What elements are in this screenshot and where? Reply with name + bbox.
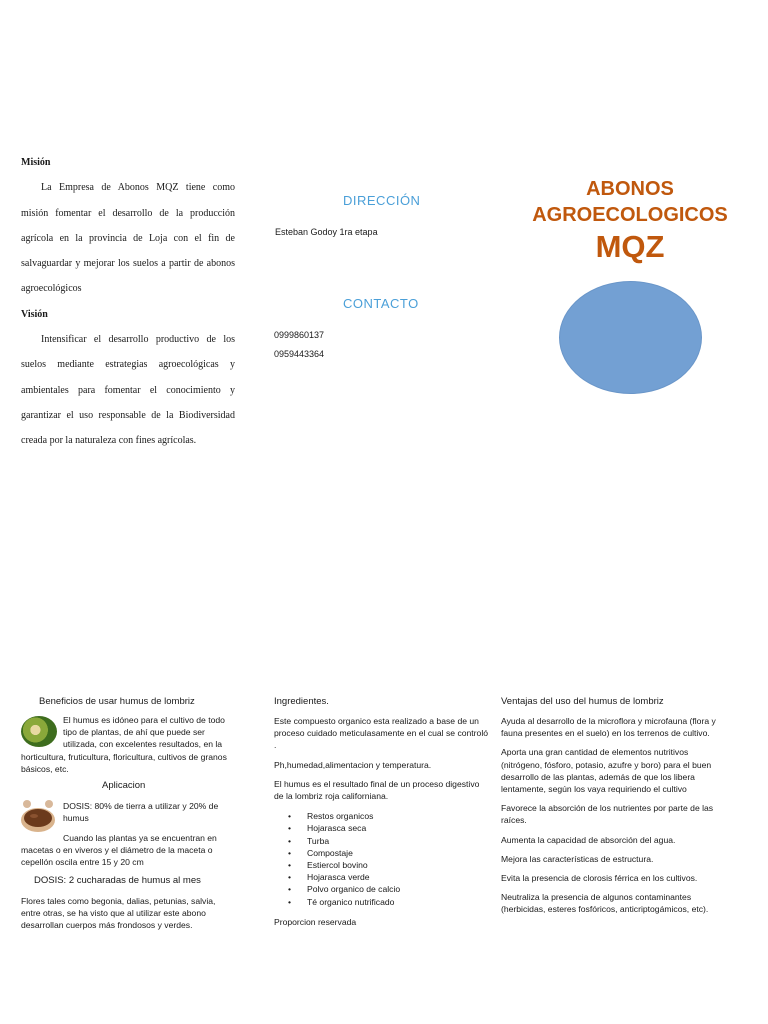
vision-heading: Visión	[21, 308, 48, 320]
advantage-item: Ayuda al desarrollo de la microflora y microfauna (flora y fauna presentes en el suelo) en los terrenos de cultivo.	[501, 716, 716, 739]
ingredients-heading: Ingredientes.	[274, 696, 329, 707]
ingredients-column	[274, 696, 488, 928]
list-item: • Compostaje	[274, 847, 488, 859]
phone-1: 0999860137	[274, 330, 325, 340]
flowers-text: Flores tales como begonia, dalias, petunias, salvia, entre otras, se ha visto que al utilizar este abono desarrollan cuerpos más frondosos y verdes.	[21, 896, 216, 931]
advantage-item: Evita la presencia de clorosis férrica en los cultivos.	[501, 873, 698, 884]
benefits-heading: Beneficios de usar humus de lombriz	[39, 696, 195, 707]
mission-heading: Misión	[21, 157, 51, 168]
ingredients-p3: El humus es el resultado final de un proceso digestivo de la lombriz roja californiana.	[274, 778, 480, 802]
benefits-intro: El humus es idóneo para el cultivo de todo tipo de plantas, de ahí que puede ser utilizada, con excelentes resultados, en la horticultura, fruticultura, floricultura, cultivos de granos básicos, etc.	[21, 715, 227, 774]
ingredients-p2: Ph,humedad,alimentacion y temperatura.	[274, 759, 432, 770]
ingredients-p1: Este compuesto organico esta realizado a base de un proceso cuidado meticulasamente en el cual se controló .	[274, 716, 489, 751]
list-item: • Hojarasca verde	[274, 871, 488, 883]
brand-line-2: AGROECOLOGICOS	[532, 204, 728, 226]
list-item: • Turba	[274, 835, 488, 847]
brand-title	[505, 176, 755, 265]
list-item: • Té organico nutrificado	[274, 896, 488, 908]
contact-heading: CONTACTO	[343, 296, 419, 311]
humus-pot-icon	[19, 798, 57, 834]
ingredients-list	[274, 810, 488, 908]
application-heading: Aplicacion	[102, 780, 146, 791]
advantages-column	[501, 696, 717, 923]
list-item: • Polvo organico de calcio	[274, 883, 488, 895]
list-item: • Hojarasca seca	[274, 822, 488, 834]
mission-vision-column	[21, 150, 235, 454]
advantage-item: Favorece la absorción de los nutrientes por parte de las raíces.	[501, 803, 714, 826]
list-item: • Estiercol bovino	[274, 859, 488, 871]
address-heading: DIRECCIÓN	[343, 193, 421, 208]
brand-line-1: ABONOS	[586, 178, 674, 200]
vision-text: Intensificar el desarrollo productivo de los suelos mediante estrategias agroecológicas y ambientales para fomentar el conocimiento y garantizar el uso responsable de la Biodiversidad creada por la naturaleza con fines agrícolas.	[21, 334, 235, 447]
logo-oval	[559, 281, 702, 394]
advantages-heading: Ventajas del uso del humus de lombriz	[501, 696, 664, 707]
advantage-item: Mejora las características de estructura.	[501, 853, 654, 864]
dosis-1: DOSIS: 80% de tierra a utilizar y 20% de humus	[63, 801, 219, 824]
advantage-item: Aporta una gran cantidad de elementos nutritivos (nitrógeno, fósforo, potasio, azufre y boro) para el buen desarrollo de las plantas, además de que los libera lentamente, según los vaya requiriendo el cultivo	[501, 747, 712, 795]
phone-2: 0959443364	[274, 349, 325, 359]
ingredients-footer: Proporcion reservada	[274, 916, 357, 927]
brand-line-3: MQZ	[595, 229, 665, 264]
pots-text: Cuando las plantas ya se encuentran en macetas o en viveros y el diámetro de la maceta o cepellón oscila entre 15 y 20 cm	[21, 833, 217, 868]
address-text: Esteban Godoy 1ra etapa	[275, 227, 378, 237]
advantage-item: Aumenta la capacidad de absorción del agua.	[501, 834, 676, 845]
list-item: • Restos organicos	[274, 810, 488, 822]
mission-text: La Empresa de Abonos MQZ tiene como misión fomentar el desarrollo de la producción agrícola en la provincia de Loja con el fin de salvaguardar y mejorar los suelos a partir de abonos agroecológicos	[21, 182, 235, 295]
dosis-2: DOSIS: 2 cucharadas de humus al mes	[34, 875, 201, 886]
advantage-item: Neutraliza la presencia de algunos contaminantes (herbicidas, esteres fosfóricos, anticriptogámicos, etc).	[501, 892, 709, 915]
